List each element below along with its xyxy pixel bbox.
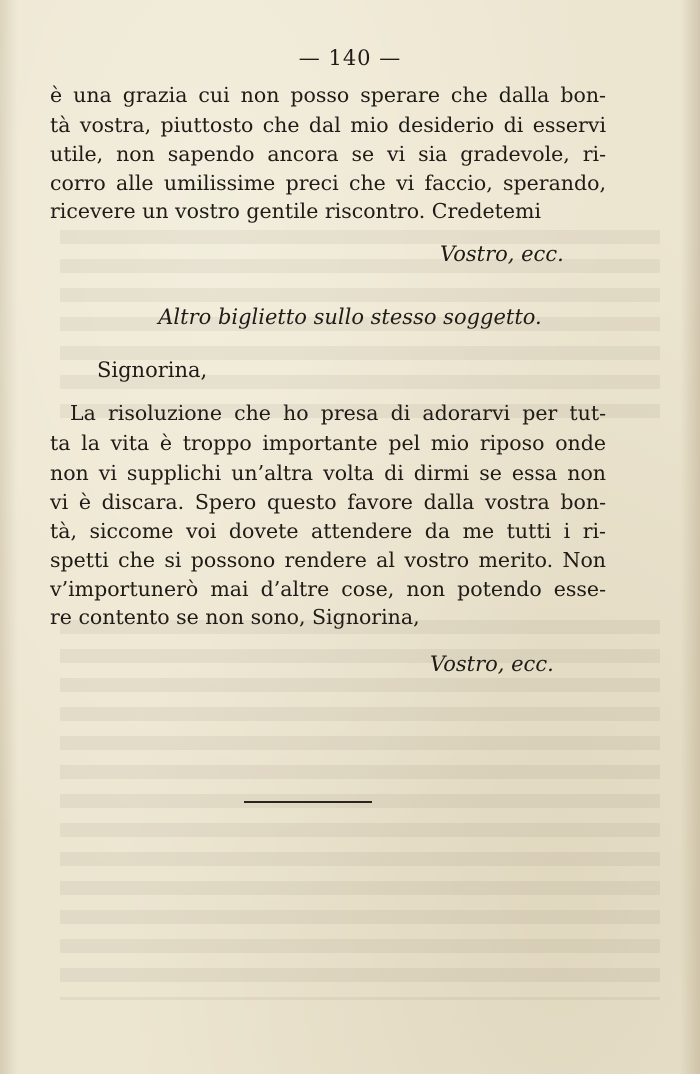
closing-signature: Vostro, ecc. [430,652,554,676]
text-line: non vi supplichi un’altra volta di dirmi se essa non [50,461,606,485]
text-line: tà vostra, piuttosto che dal mio desiderio di esservi [50,113,606,137]
text-line: spetti che si possono rendere al vostro merito. Non [50,548,606,572]
page-number: — 140 — [298,46,402,70]
section-end-rule [244,801,372,803]
text-line: corro alle umilissime preci che vi faccio, sperando, [50,171,606,195]
text-line: vi è discara. Spero questo favore dalla vostra bon- [50,490,606,514]
text-line: utile, non sapendo ancora se vi sia gradevole, ri- [50,142,606,166]
letter-heading: Altro biglietto sullo stesso soggetto. [158,305,542,329]
bleed-through-text-lower [60,620,660,1000]
salutation: Signorina, [97,358,208,382]
text-line: è una grazia cui non posso sperare che dalla bon- [50,83,606,107]
text-line: v’importunerò mai d’altre cose, non potendo esse- [50,577,606,601]
text-line: tà, siccome voi dovete attendere da me tutti i ri- [50,519,606,543]
text-line: ricevere un vostro gentile riscontro. Credetemi [50,199,542,223]
text-line: re contento se non sono, Signorina, [50,605,420,629]
closing-signature: Vostro, ecc. [440,242,564,266]
text-line: ta la vita è troppo importante pel mio riposo onde [50,431,606,455]
text-line: La risoluzione che ho presa di adorarvi per tut- [70,401,606,425]
